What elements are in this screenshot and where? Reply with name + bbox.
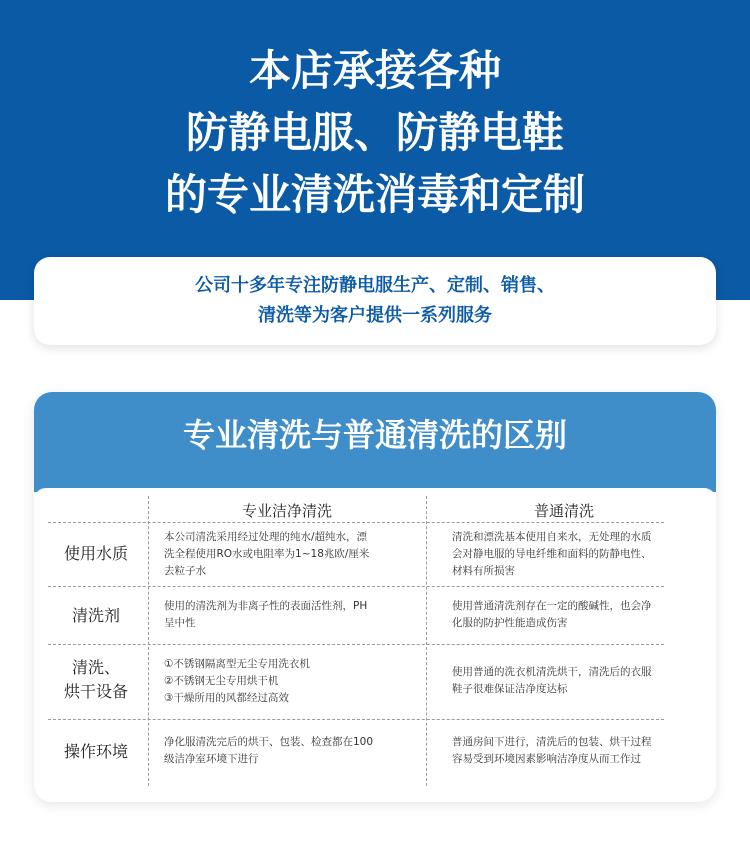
column-divider-2	[426, 496, 427, 786]
column-header-normal: 普通清洗	[533, 502, 594, 520]
intro-line-1: 公司十多年专注防静电服生产、定制、销售、	[195, 275, 555, 296]
row-label-equipment: 清洗、 烘干设备	[63, 658, 128, 701]
cell-pro-detergent: 使用的清洗剂为非离子性的表面活性剂，PH 呈中性	[164, 600, 368, 629]
cell-normal-equipment: 使用普通的洗衣机清洗烘干，清洗后的衣服 鞋子很难保证洁净度达标	[452, 666, 652, 695]
row-label-environment: 操作环境	[63, 742, 128, 761]
cell-pro-water: 本公司清洗采用经过处理的纯水/超纯水，漂 洗全程使用RO水或电阻率为1~18兆欧/厘米 去粒子水	[164, 531, 370, 577]
comparison-panel	[34, 392, 716, 802]
intro-line-2: 清洗等为客户提供一系列服务	[258, 305, 492, 326]
comparison-title: 专业清洗与普通清洗的区别	[182, 416, 567, 454]
headline-line-3: 的专业清洗消毒和定制	[164, 170, 585, 219]
column-divider-1	[148, 496, 149, 786]
headline	[0, 40, 750, 226]
cell-pro-environment: 净化服清洗完后的烘干、包装、检查都在100 级洁净室环境下进行	[164, 736, 374, 765]
cell-pro-equipment: ①不锈钢隔离型无尘专用洗衣机 ②不锈钢无尘专用烘干机 ③干燥所用的风都经过高效	[164, 658, 310, 704]
cell-normal-water: 清洗和漂洗基本使用自来水，无处理的水质 会对静电服的导电纤维和面料的防静电性、 材料有所损害	[452, 531, 652, 577]
row-divider	[48, 719, 664, 720]
cell-normal-detergent: 使用普通清洗剂存在一定的酸碱性，也会净 化服的防护性能造成伤害	[452, 600, 652, 629]
headline-line-2: 防静电服、防静电鞋	[185, 108, 564, 157]
row-divider	[48, 644, 664, 645]
cell-normal-environment: 普通房间下进行，清洗后的包装、烘干过程 容易受到环境因素影响洁净度从而工作过	[452, 736, 652, 765]
row-label-detergent: 清洗剂	[71, 606, 120, 625]
row-divider	[48, 586, 664, 587]
column-header-pro: 专业洁净清洗	[241, 502, 332, 520]
row-divider	[48, 522, 664, 523]
row-label-water: 使用水质	[63, 544, 128, 563]
intro-card	[34, 257, 716, 345]
headline-line-1: 本店承接各种	[248, 46, 501, 95]
